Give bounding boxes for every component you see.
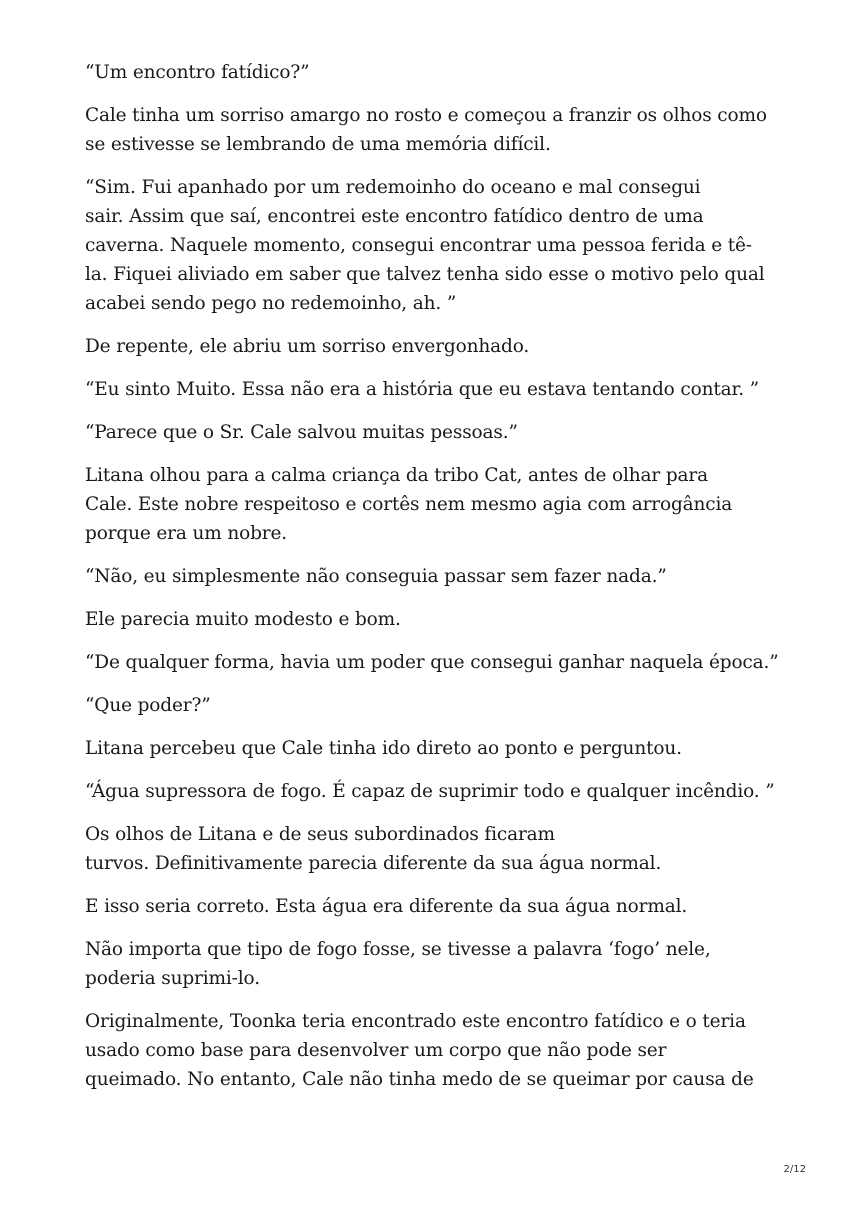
paragraph-5 — [85, 375, 790, 404]
text-line: sair. Assim que saí, encontrei este encontro fatídico dentro de uma — [85, 206, 704, 227]
text-line: “Um encontro fatídico?” — [85, 62, 310, 83]
paragraph-6 — [85, 418, 790, 447]
text-line: “Água supressora de fogo. É capaz de suprimir todo e qualquer incêndio. ” — [85, 781, 775, 802]
paragraph-4 — [85, 332, 790, 361]
paragraph-2 — [85, 101, 790, 159]
text-line: Originalmente, Toonka teria encontrado este encontro fatídico e o teria — [85, 1011, 746, 1032]
text-line: usado como base para desenvolver um corpo que não pode ser — [85, 1040, 667, 1061]
text-line: “Que poder?” — [85, 695, 211, 716]
paragraph-10 — [85, 648, 790, 677]
paragraph-15 — [85, 892, 790, 921]
paragraph-8 — [85, 562, 790, 591]
paragraph-11 — [85, 691, 790, 720]
text-line: Litana olhou para a calma criança da tribo Cat, antes de olhar para — [85, 465, 709, 486]
paragraph-16 — [85, 935, 790, 993]
text-line: “Parece que o Sr. Cale salvou muitas pessoas.” — [85, 422, 518, 443]
text-line: “Sim. Fui apanhado por um redemoinho do oceano e mal consegui — [85, 177, 701, 198]
text-line: se estivesse se lembrando de uma memória difícil. — [85, 134, 551, 155]
page-number: 2/12 — [783, 1164, 806, 1175]
text-line: Cale tinha um sorriso amargo no rosto e começou a franzir os olhos como — [85, 105, 767, 126]
document-page — [85, 58, 790, 1108]
text-line: Não importa que tipo de fogo fosse, se tivesse a palavra ‘fogo’ nele, — [85, 939, 711, 960]
text-line: “Eu sinto Muito. Essa não era a história que eu estava tentando contar. ” — [85, 379, 759, 400]
text-line: porque era um nobre. — [85, 523, 288, 544]
text-line: queimado. No entanto, Cale não tinha medo de se queimar por causa de — [85, 1069, 754, 1090]
paragraph-13 — [85, 777, 790, 806]
text-line: caverna. Naquele momento, consegui encontrar uma pessoa ferida e tê- — [85, 235, 752, 256]
text-line: “Não, eu simplesmente não conseguia passar sem fazer nada.” — [85, 566, 667, 587]
text-line: Os olhos de Litana e de seus subordinados ficaram — [85, 824, 555, 845]
text-line: Litana percebeu que Cale tinha ido direto ao ponto e perguntou. — [85, 738, 682, 759]
text-line: “De qualquer forma, havia um poder que consegui ganhar naquela época.” — [85, 652, 779, 673]
text-line: Cale. Este nobre respeitoso e cortês nem mesmo agia com arrogância — [85, 494, 733, 515]
paragraph-1 — [85, 58, 790, 87]
text-line: Ele parecia muito modesto e bom. — [85, 609, 401, 630]
paragraph-12 — [85, 734, 790, 763]
text-line: turvos. Definitivamente parecia diferente da sua água normal. — [85, 853, 662, 874]
paragraph-17 — [85, 1007, 790, 1094]
text-line: la. Fiquei aliviado em saber que talvez tenha sido esse o motivo pelo qual — [85, 264, 765, 285]
text-line: De repente, ele abriu um sorriso envergonhado. — [85, 336, 530, 357]
paragraph-9 — [85, 605, 790, 634]
text-line: E isso seria correto. Esta água era diferente da sua água normal. — [85, 896, 688, 917]
text-line: poderia suprimi-lo. — [85, 968, 260, 989]
paragraph-14 — [85, 820, 790, 878]
paragraph-7 — [85, 461, 790, 548]
text-line: acabei sendo pego no redemoinho, ah. ” — [85, 293, 457, 314]
paragraph-3 — [85, 173, 790, 318]
